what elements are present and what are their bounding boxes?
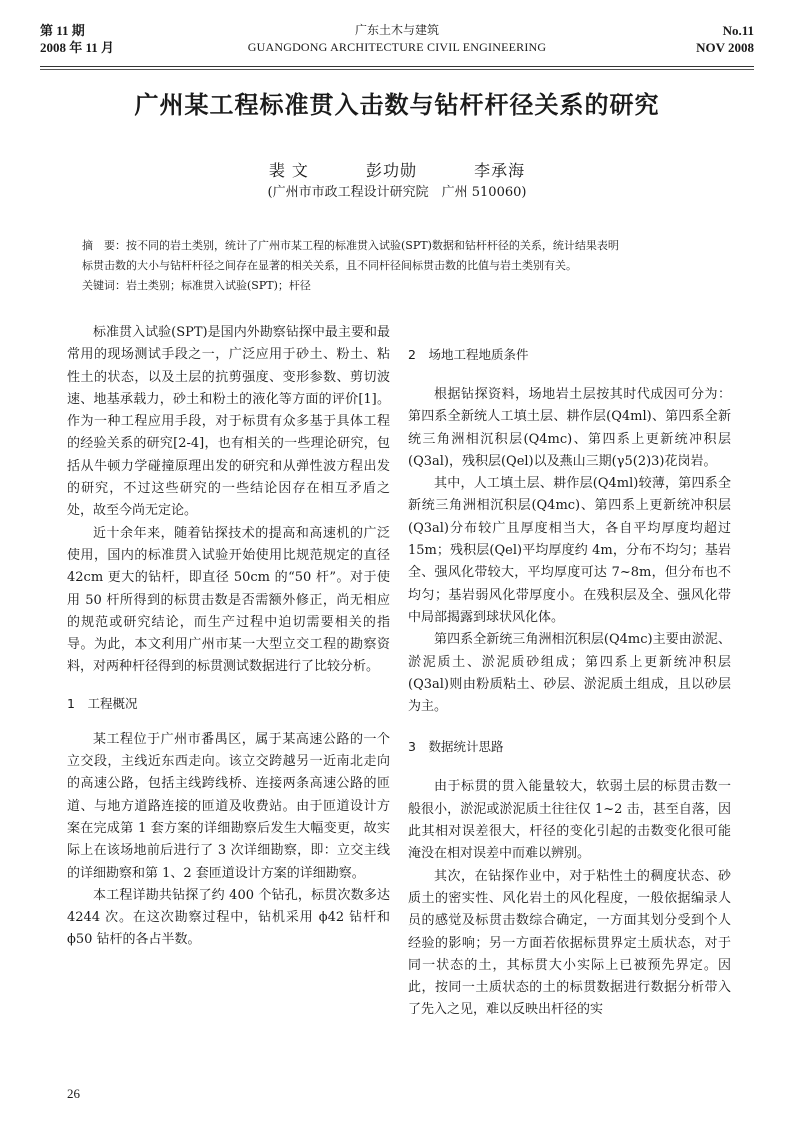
abstract-block: [82, 236, 718, 296]
author-2: 彭功勋: [366, 161, 418, 180]
intro-paragraph-2: 近十余年来，随着钻探技术的提高和高速机的广泛使用，国内的标准贯入试验开始使用比规范规定的直径 42cm 更大的钻杆，即直径 50cm 的“50 杆”。对于使用 50 杆所得到的标贯击数是否需额外修正，尚无相应的规范或研究结论，而生产过程中迫切需要相关的指导。为此，本文利用广州市某一大型立交工程的勘察资料，对两种杆径得到的标贯测试数据进行了比较分析。: [67, 525, 390, 675]
journal-name-en: GUANGDONG ARCHITECTURE CIVIL ENGINEERING: [247, 40, 547, 54]
project-paragraph-1: 某工程位于广州市番禺区，属于某高速公路的一个立交段，主线近东西走向。该立交跨越另一近南北走向的高速公路，包括主线跨线桥、连接两条高速公路的匝道、与地方道路连接的匝道及收费站。由于匝道设计方案在完成第 1 套方案的详细勘察后发生大幅变更，故实际上在该场地前后进行了 3 次详细勘察，即：立交主线的详细勘察和第 1、2 套匝道设计方案的详细勘察。: [67, 731, 390, 881]
abstract-text-1: 按不同的岩土类别，统计了广州市某工程的标准贯入试验(SPT)数据和钻杆杆径的关系，统计结果表明: [126, 239, 619, 252]
page-number: 26: [67, 1086, 80, 1101]
header-right: [696, 22, 754, 56]
date-cn: 2008 年 11 月: [40, 40, 115, 55]
geology-paragraph-2: 其中，人工填土层、耕作层(Q4ml)较薄，第四系全新统三角洲相沉积层(Q4mc)、第四系上更新统冲积层(Q3al)分布较广且厚度相当大，各自平均厚度均超过 15m；残积层(Qel)平均厚度约 4m，分布不均匀；基岩全、强风化带较大，平均厚度可达 7~8m，但分布也不均匀；基岩弱风化带厚度小。在残积层及全、强风化带中局部揭露到球状风化体。: [408, 476, 731, 625]
abstract-text-2: 标贯击数的大小与钻杆杆径之间存在显著的相关关系，且不同杆径间标贯击数的比值与岩土类别有关。: [82, 259, 577, 272]
issue-cn: 第 11 期: [40, 23, 85, 38]
date-en: NOV 2008: [696, 40, 754, 55]
keywords-label: 关键词：: [82, 279, 126, 292]
author-list: [40, 160, 754, 182]
geology-paragraph-1: 根据钻探资料，场地岩土层按其时代成因可分为：第四系全新统人工填土层、耕作层(Q4ml)、第四系全新统三角洲相沉积层(Q4mc)、第四系上更新统冲积层(Q3al)，残积层(Qel)以及燕山三期(γ5(2)3)花岗岩。: [408, 387, 731, 469]
geology-paragraph-3: 第四系全新统三角洲相沉积层(Q4mc)主要由淤泥、淤泥质土、淤泥质砂组成；第四系上更新统冲积层(Q3al)则由粉质粘土、砂层、淤泥质土组成，且以砂层为主。: [408, 632, 731, 715]
author-3: 李承海: [474, 161, 526, 180]
journal-name-cn: 广东土木与建筑: [354, 23, 439, 37]
method-paragraph-1: 由于标贯的贯入能量较大，软弱土层的标贯击数一般很小，淤泥或淤泥质土往往仅 1~2 击，甚至自落，因此其相对误差很大，杆径的变化引起的击数变化很可能淹没在相对误差中而难以辨别。: [408, 779, 731, 862]
section-heading-1: 1 工程概况: [67, 695, 138, 711]
abstract-label: 摘 要：: [82, 239, 126, 252]
left-column: [67, 322, 390, 952]
paper-title: 广州某工程标准贯入击数与钻杆杆径关系的研究: [134, 91, 660, 119]
right-column: [408, 344, 731, 1022]
abstract-line-1: [82, 236, 718, 256]
issue-en: No.11: [722, 23, 754, 38]
header-center: [40, 22, 754, 56]
keywords-text: 岩土类别；标准贯入试验(SPT)；杆径: [126, 279, 311, 292]
method-paragraph-2: 其次，在钻探作业中，对于粘性土的稠度状态、砂质土的密实性、风化岩土的风化程度，一般依据编录人员的感觉及标贯击数综合确定，一方面其划分受到个人经验的影响；另一方面若依据标贯界定土质状态，对于同一状态的土，其标贯大小实际上已被预先界定。因此，按同一土质状态的土的标贯数据进行数据分析带入了先入之见，难以反映出杆径的实: [408, 868, 731, 1018]
project-paragraph-2: 本工程详勘共钻探了约 400 个钻孔，标贯次数多达 4244 次。在这次勘察过程中，钻机采用 ϕ42 钻杆和 ϕ50 钻杆的各占半数。: [67, 887, 390, 948]
affiliation: (广州市市政工程设计研究院 广州 510060): [267, 185, 527, 200]
author-1: 裴 文: [268, 161, 309, 180]
keywords-line: [82, 276, 718, 296]
intro-paragraph-1: 标准贯入试验(SPT)是国内外勘察钻探中最主要和最常用的现场测试手段之一，广泛应用于砂土、粉土、粘性土的状态，以及土层的抗剪强度、变形参数、剪切波速、地基承载力，砂土和粉土的液化等方面的评价[1]。作为一种工程应用手段，对于标贯有众多基于具体工程的经验关系的研究[2-4]，也有相关的一些理论研究，包括从牛顿力学碰撞原理出发的研究和从弹性波方程出发的研究，不过这些研究的一些结论因存在相互矛盾之处，故至今尚无定论。: [67, 325, 390, 519]
header-rule-thin: [40, 69, 754, 70]
header-rule: [40, 66, 754, 67]
section-heading-2: 2 场地工程地质条件: [408, 347, 529, 362]
running-header: [40, 22, 754, 68]
section-heading-3: 3 数据统计思路: [408, 739, 504, 755]
